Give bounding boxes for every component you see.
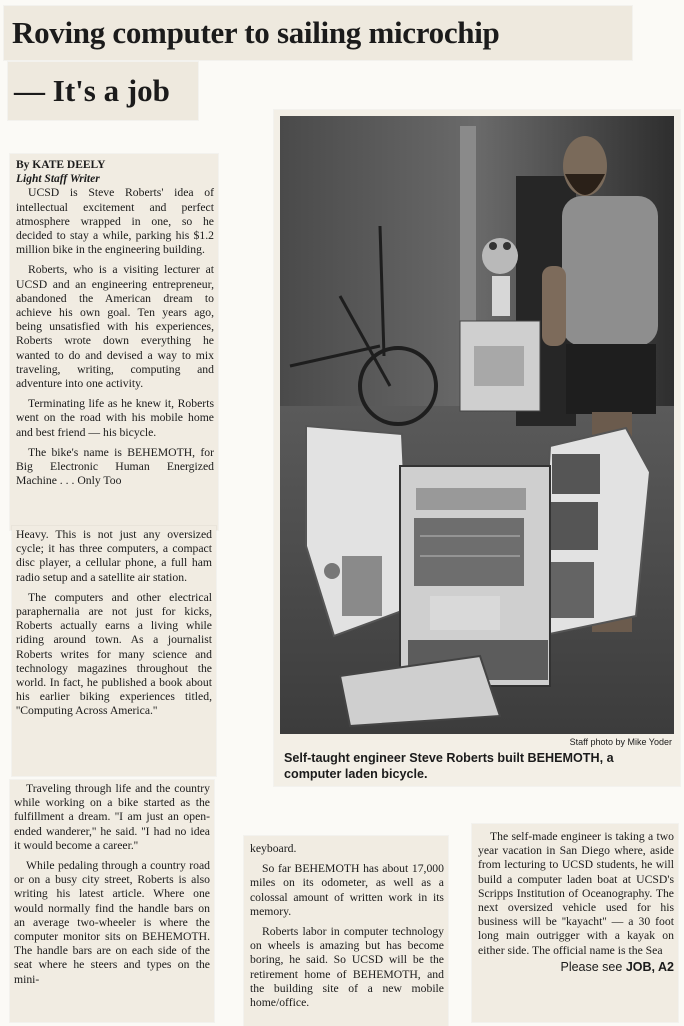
byline-role: Light Staff Writer [16,173,100,186]
paragraph: Traveling through life and the country while working on a bike started as the fulfillment a dream. ''I am just an open-ended wanderer,'' he said. ''I had no idea it would become a career.'' [14,782,210,852]
paragraph: While pedaling through a country road or on a busy city street, Roberts is also writing his latest article. Where one would normally find the handle bars on an average two-wheeler is where the computer monitor sits on BEHEMOTH. The handle bars are on each side of the seat where he steers and types on the mini- [14,859,210,986]
article-column-2-bottom [244,836,448,1026]
article-column-1-top [10,154,218,530]
continued-on [478,960,674,974]
article-column-3-bottom [472,824,678,1022]
photo-credit: Staff photo by Mike Yoder [569,737,672,747]
paragraph: UCSD is Steve Roberts' idea of intellectual excitement and perfect atmosphere wrapped in one, so he decided to stay a while, parking his $1.2 million bike in the engineering building. [16,186,214,257]
paragraph: The computers and other electrical paraphernalia are not just for kicks, Roberts actually earns a living while riding around town. As a journalist Roberts writes for many science and technology magazines throughout the world. In fact, he published a book about his earlier biking experiences titled, ''Computing Across America.'' [16,590,212,718]
byline-author: By KATE DEELY [16,159,106,171]
article-column-1-middle [12,526,216,776]
paragraph: The bike's name is BEHEMOTH, for Big Electronic Human Energized Machine . . . Only Too [16,445,214,488]
paragraph: The self-made engineer is taking a two year vacation in San Diego where, aside from lecturing to UCSD students, he will build a computer laden boat at UCSD's Scripps Institution of Oceanography. The next oversized vehicle used for his business will be ''kayacht'' — a 30 foot long main outrigger with a kayak on either side. The official name is the Sea [478,830,674,957]
paragraph: Roberts labor in computer technology on wheels is amazing but has become boring, he said. So UCSD will be the retirement home of BEHEMOTH, and the building site of a new mobile home/office. [250,925,444,1010]
paragraph: So far BEHEMOTH has about 17,000 miles on its odometer, as well as a colossal amount of written work in its memory. [250,862,444,918]
photo-block [274,110,680,786]
paragraph: keyboard. [250,842,297,855]
continued-prefix: Please see [560,959,623,974]
photo-behemoth [280,116,674,734]
paragraph: Heavy. This is not just any oversized cycle; it has three computers, a compact disc player, a cellular phone, a full ham radio setup and a satellite air station. [16,528,212,584]
continued-ref: JOB, A2 [625,959,674,974]
paragraph: Roberts, who is a visiting lecturer at UCSD and an engineering entrepreneur, abandoned the American dream to achieve his own goal. Ten years ago, being unsatisfied with his experiences, Roberts wrote down everything he wanted to do and devised a way to mix traveling, writing, computing and adventure into one activity. [16,263,214,391]
headline-line-2: — It's a job [8,62,198,120]
article-column-1-bottom [10,780,214,1022]
photo-caption: Self-taught engineer Steve Roberts built BEHEMOTH, a computer laden bicycle. [284,751,614,781]
photo-illustration [280,116,674,734]
paragraph: Terminating life as he knew it, Roberts went on the road with his mobile home and best friend — his bicycle. [16,397,214,439]
headline-line-1: Roving computer to sailing microchip [4,6,632,60]
